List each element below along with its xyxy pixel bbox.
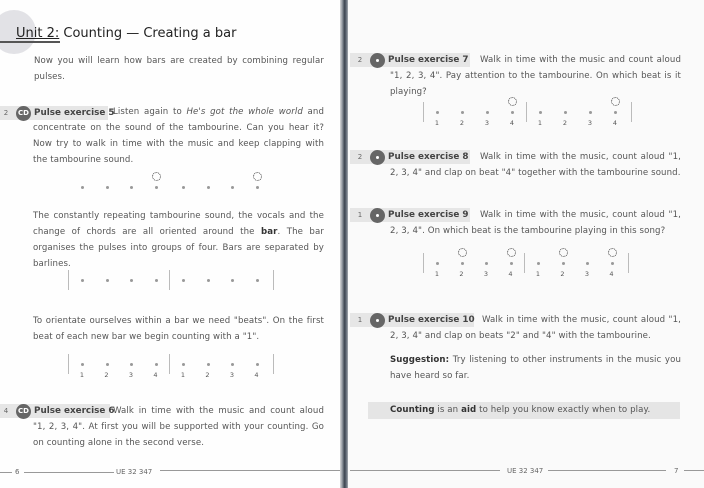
pulse-dot — [130, 363, 133, 366]
unit-underline-decoration — [0, 41, 60, 43]
exercise-5-text: Listen again to He's got the whole world and concentrate on the sound of the tambourine. Can you hear it? Now try to walk in time with the music and keep clapping with the tambourine sound. — [33, 107, 325, 165]
pulse-dot — [485, 262, 488, 265]
barline — [169, 354, 170, 374]
beat-number: 2 — [205, 371, 210, 379]
barline — [68, 354, 69, 374]
pulse-dot — [461, 262, 464, 265]
pulse-dot — [182, 186, 185, 189]
footer-rule — [0, 472, 12, 473]
footer-rule — [684, 470, 704, 471]
exercise-label: Pulse exercise 10 — [388, 315, 475, 325]
barline — [423, 253, 424, 273]
barline — [631, 102, 632, 122]
beat-number: 1 — [434, 119, 440, 127]
track-number: 1 — [357, 316, 363, 324]
pulse-dot — [207, 279, 210, 282]
beat-number: 1 — [180, 371, 186, 379]
intro-paragraph: Now you will learn how bars are created by combining regular pulses. — [34, 56, 324, 82]
cd-icon — [370, 53, 385, 68]
pulse-dot — [155, 363, 158, 366]
barline — [423, 102, 424, 122]
pulse-dot — [130, 279, 133, 282]
exercise-10-text: Walk in time with the music, count aloud "1, 2, 3, 4" and clap on beats "2" and "4" with the tambourine. — [390, 315, 681, 341]
track-number: 4 — [3, 407, 9, 415]
exercise-9-text: Walk in time with the music, count aloud "1, 2, 3, 4". On which beat is the tambourine playing in this song? — [390, 210, 681, 236]
pulse-dot — [231, 186, 234, 189]
tambourine-ring — [152, 172, 161, 181]
tambourine-ring — [608, 248, 617, 257]
pulse-dot — [155, 279, 158, 282]
barline — [273, 270, 274, 290]
pulse-dot — [155, 186, 158, 189]
beat-number: 4 — [612, 119, 618, 127]
pulse-dot — [486, 111, 489, 114]
pulse-dot — [81, 363, 84, 366]
exercise-7-text: Walk in time with the music and count aloud "1, 2, 3, 4". Pay attention to the tambourine. On which beat is it playing? — [390, 55, 681, 97]
pulse-dot — [614, 111, 617, 114]
page-number: 6 — [15, 468, 20, 476]
beat-number: 1 — [535, 270, 541, 278]
pulse-dot — [537, 262, 540, 265]
beat-number: 4 — [509, 119, 515, 127]
beat-number: 3 — [584, 270, 590, 278]
pulse-dot — [436, 111, 439, 114]
beat-number: 3 — [587, 119, 593, 127]
beat-number: 3 — [229, 371, 235, 379]
exercise-label: Pulse exercise 6 — [34, 406, 115, 416]
pulse-dot — [586, 262, 589, 265]
left-page — [0, 0, 342, 488]
exercise-label: Pulse exercise 5 — [34, 108, 115, 118]
beats-paragraph: To orientate ourselves within a bar we need "beats". On the first beat of each new bar we begin counting with a "1". — [33, 316, 324, 342]
barline — [628, 253, 629, 273]
tambourine-ring — [507, 248, 516, 257]
pulse-dot — [256, 363, 259, 366]
page-number: 7 — [674, 467, 679, 475]
beat-number: 2 — [560, 270, 565, 278]
beat-number: 1 — [537, 119, 543, 127]
bar-paragraph: The constantly repeating tambourine sound, the vocals and the change of chords are all oriented around the bar. The bar organises the pulses into groups of four. Bars are separated by barlines. — [33, 211, 324, 269]
exercise-label: Pulse exercise 9 — [388, 210, 469, 220]
exercise-6-text: Walk in time with the music and count aloud "1, 2, 3, 4". At first you will be supported with your counting. Go on counting alone in the second verse. — [33, 406, 324, 448]
unit-title: Counting — Creating a bar — [59, 26, 237, 41]
pulse-dot — [231, 363, 234, 366]
footer-rule — [160, 470, 340, 471]
barline — [273, 354, 274, 374]
pulse-dot — [81, 186, 84, 189]
tambourine-ring — [458, 248, 467, 257]
track-number: 2 — [3, 109, 9, 117]
tambourine-ring — [559, 248, 568, 257]
cd-icon: CD — [16, 106, 31, 121]
pulse-dot — [511, 111, 514, 114]
pulse-dot — [182, 279, 185, 282]
track-number: 1 — [357, 211, 363, 219]
cd-icon: CD — [16, 404, 31, 419]
pulse-dot — [461, 111, 464, 114]
footer-rule — [548, 470, 666, 471]
pulse-dot — [562, 262, 565, 265]
pulse-dot — [436, 262, 439, 265]
beat-number: 2 — [459, 270, 464, 278]
cd-icon — [370, 150, 385, 165]
footer-rule — [350, 470, 500, 471]
pulse-dot — [611, 262, 614, 265]
pulse-dot — [207, 363, 210, 366]
tambourine-ring — [611, 97, 620, 106]
catalog-number: UE 32 347 — [116, 468, 153, 476]
barline — [68, 270, 69, 290]
beat-number: 4 — [508, 270, 513, 278]
barline — [524, 253, 525, 273]
pulse-dot — [81, 279, 84, 282]
exercise-label: Pulse exercise 8 — [388, 152, 469, 162]
pulse-dot — [231, 279, 234, 282]
beat-number: 2 — [562, 119, 568, 127]
beat-number: 4 — [609, 270, 614, 278]
footer-rule — [24, 472, 114, 473]
tambourine-ring — [508, 97, 517, 106]
pulse-dot — [539, 111, 542, 114]
tambourine-ring — [253, 172, 262, 181]
beat-number: 1 — [434, 270, 440, 278]
beat-number: 2 — [104, 371, 109, 379]
exercise-8-text: Walk in time with the music, count aloud "1, 2, 3, 4" and clap on beat "4" together with the tambourine sound. — [390, 152, 681, 178]
barline — [169, 270, 170, 290]
exercise-label: Pulse exercise 7 — [388, 55, 469, 65]
beat-number: 3 — [484, 119, 490, 127]
beat-number: 2 — [459, 119, 465, 127]
pulse-dot — [510, 262, 513, 265]
beat-number: 1 — [79, 371, 85, 379]
pulse-dot — [589, 111, 592, 114]
pulse-dot — [256, 279, 259, 282]
beat-number: 4 — [153, 371, 158, 379]
pulse-dot — [564, 111, 567, 114]
cd-icon — [370, 313, 385, 328]
barline — [526, 102, 527, 122]
cd-icon — [370, 208, 385, 223]
pulse-dot — [256, 186, 259, 189]
unit-heading — [16, 26, 236, 41]
track-number: 2 — [357, 153, 363, 161]
pulse-dot — [106, 186, 109, 189]
pulse-dot — [106, 363, 109, 366]
track-number: 2 — [357, 56, 363, 64]
tip-text: Counting is an aid to help you know exactly when to play. — [390, 405, 651, 415]
unit-number: Unit 2: — [16, 26, 60, 41]
suggestion-paragraph: Suggestion: Try listening to other instruments in the music you have heard so far. — [390, 355, 681, 381]
catalog-number: UE 32 347 — [507, 467, 544, 475]
pulse-dot — [182, 363, 185, 366]
beat-number: 4 — [254, 371, 259, 379]
pulse-dot — [207, 186, 210, 189]
beat-number: 3 — [128, 371, 134, 379]
pulse-dot — [106, 279, 109, 282]
beat-number: 3 — [483, 270, 489, 278]
pulse-dot — [130, 186, 133, 189]
